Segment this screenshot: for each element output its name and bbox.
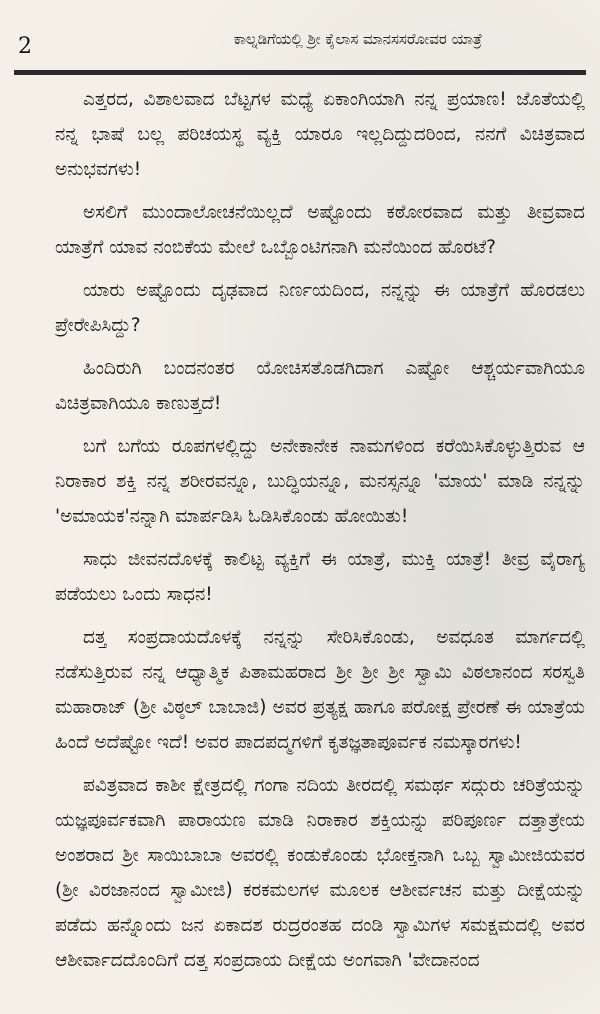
paragraph: ಸಾಧು ಜೀವನದೊಳಕ್ಕೆ ಕಾಲಿಟ್ಟ ವ್ಯಕ್ತಿಗೆ ಈ ಯಾತ್ರೆ, ಮುಕ್ತಿ ಯಾತ್ರೆ! ತೀವ್ರ ವೈರಾಗ್ಯ ಪಡೆಯಲು ಒಂದು ಸಾಧನ! [55, 549, 585, 605]
paragraph: ಅಸಲಿಗೆ ಮುಂದಾಲೋಚನೆಯಿಲ್ಲದೆ ಅಷ್ಟೊಂದು ಕಠೋರವಾದ ಮತ್ತು ತೀವ್ರವಾದ ಯಾತ್ರೆಗೆ ಯಾವ ನಂಬಿಕೆಯ ಮೇಲೆ ಒಬ್ಬೊಂಟಿಗನಾಗಿ ಮನೆಯಿಂದ ಹೊರಟೆ? [55, 202, 585, 258]
page-header [18, 30, 584, 70]
paragraph: ದತ್ತ ಸಂಪ್ರದಾಯದೊಳಕ್ಕೆ ನನ್ನನ್ನು ಸೇರಿಸಿಕೊಂಡು, ಅವಧೂತ ಮಾರ್ಗದಲ್ಲಿ ನಡೆಸುತ್ತಿರುವ ನನ್ನ ಆಧ್ಯಾತ್ಮಿಕ ಪಿತಾಮಹರಾದ ಶ್ರೀ ಶ್ರೀ ಶ್ರೀ ಸ್ವಾಮಿ ವಿಠಲಾನಂದ ಸರಸ್ವತಿ ಮಹಾರಾಜ್ (ಶ್ರೀ ವಿಠ್ಠಲ್ ಬಾಬಾಜಿ) ಅವರ ಪ್ರತ್ಯಕ್ಷ ಹಾಗೂ ಪರೋಕ್ಷ ಪ್ರೇರಣೆ ಈ ಯಾತ್ರೆಯ ಹಿಂದೆ ಅದೆಷ್ಟೋ ಇದೆ! ಅವರ ಪಾದಪದ್ಮಗಳಿಗೆ ಕೃತಜ್ಞತಾಪೂರ್ವಕ ನಮಸ್ಕಾರಗಳು! [55, 627, 585, 753]
header-rule [14, 70, 586, 75]
running-title: ಕಾಲ್ನಡಿಗೆಯಲ್ಲಿ ಶ್ರೀ ಕೈಲಾಸ ಮಾನಸಸರೋವರ ಯಾತ್ರೆ [233, 30, 483, 48]
paragraph: ಪವಿತ್ರವಾದ ಕಾಶೀ ಕ್ಷೇತ್ರದಲ್ಲಿ ಗಂಗಾ ನದಿಯ ತೀರದಲ್ಲಿ ಸಮರ್ಥ ಸದ್ಗುರು ಚರಿತ್ರೆಯನ್ನು ಯಜ್ಞಪೂರ್ವಕವಾಗಿ ಪಾರಾಯಣ ಮಾಡಿ ನಿರಾಕಾರ ಶಕ್ತಿಯನ್ನು ಪರಿಪೂರ್ಣ ದತ್ತಾತ್ರೇಯ ಅಂಶರಾದ ಶ್ರೀ ಸಾಯಿಬಾಬಾ ಅವರಲ್ಲಿ ಕಂಡುಕೊಂಡು ಭೋಕ್ತನಾಗಿ ಒಬ್ಬ ಸ್ವಾಮೀಜಿಯವರ (ಶ್ರೀ ವಿರಜಾನಂದ ಸ್ವಾಮೀಜಿ) ಕರಕಮಲಗಳ ಮೂಲಕ ಆಶೀರ್ವಚನ ಮತ್ತು ದೀಕ್ಷೆಯನ್ನು ಪಡೆದು ಹನ್ನೊಂದು ಜನ ಏಕಾದಶ ರುದ್ರರಂತಹ ದಂಡಿ ಸ್ವಾಮಿಗಳ ಸಮಕ್ಷಮದಲ್ಲಿ ಅವರ ಆಶೀರ್ವಾದದೊಂದಿಗೆ ದತ್ತ ಸಂಪ್ರದಾಯ ದೀಕ್ಷೆಯ ಅಂಗವಾಗಿ 'ವೇದಾನಂದ [55, 775, 585, 971]
paragraph: ಹಿಂದಿರುಗಿ ಬಂದನಂತರ ಯೋಚಿಸತೊಡಗಿದಾಗ ಎಷ್ಟೋ ಆಶ್ಚರ್ಯವಾಗಿಯೂ ವಿಚಿತ್ರವಾಗಿಯೂ ಕಾಣುತ್ತದೆ! [55, 358, 585, 414]
page-number: 2 [18, 34, 32, 59]
paragraph: ಎತ್ತರದ, ವಿಶಾಲವಾದ ಬೆಟ್ಟಗಳ ಮಧ್ಯೆ ಏಕಾಂಗಿಯಾಗಿ ನನ್ನ ಪ್ರಯಾಣ! ಜೊತೆಯಲ್ಲಿ ನನ್ನ ಭಾಷೆ ಬಲ್ಲ ಪರಿಚಯಸ್ಥ ವ್ಯಕ್ತಿ ಯಾರೂ ಇಲ್ಲದಿದ್ದುದರಿಂದ, ನನಗೆ ವಿಚಿತ್ರವಾದ ಅನುಭವಗಳು! [55, 89, 585, 180]
paragraph: ಯಾರು ಅಷ್ಟೊಂದು ದೃಢವಾದ ನಿರ್ಣಯದಿಂದ, ನನ್ನನ್ನು ಈ ಯಾತ್ರೆಗೆ ಹೊರಡಲು ಪ್ರೇರೇಪಿಸಿದ್ದು? [55, 280, 585, 336]
paragraph: ಬಗೆ ಬಗೆಯ ರೂಪಗಳಲ್ಲಿದ್ದು ಅನೇಕಾನೇಕ ನಾಮಗಳಿಂದ ಕರೆಯಿಸಿಕೊಳ್ಳುತ್ತಿರುವ ಆ ನಿರಾಕಾರ ಶಕ್ತಿ ನನ್ನ ಶರೀರವನ್ನೂ, ಬುದ್ಧಿಯನ್ನೂ, ಮನಸ್ಸನ್ನೂ 'ಮಾಯ' ಮಾಡಿ ನನ್ನನ್ನು 'ಅಮಾಯಕ'ನನ್ನಾಗಿ ಮಾರ್ಪಡಿಸಿ ಓಡಿಸಿಕೊಂಡು ಹೋಯಿತು! [55, 436, 585, 527]
body-text [55, 82, 585, 982]
